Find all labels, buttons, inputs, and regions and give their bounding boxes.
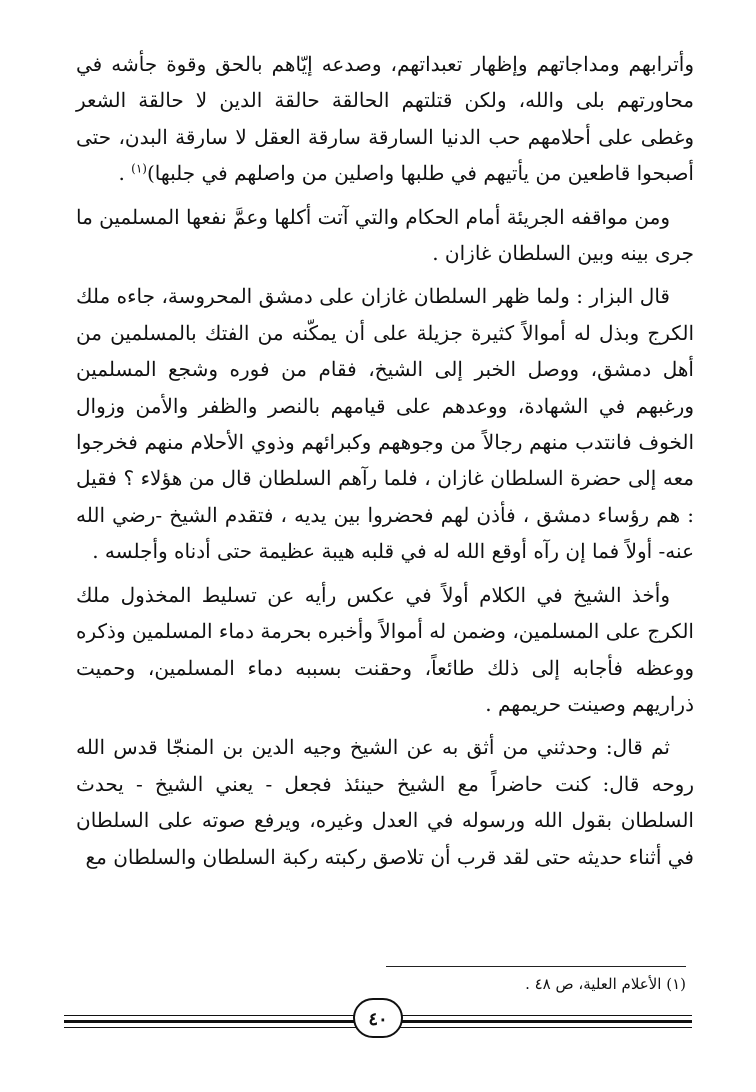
paragraph-1: [76, 46, 694, 192]
footnote-reference: (١): [131, 161, 147, 176]
main-text: [76, 46, 694, 882]
paragraph-1-text: وأترابهم ومداجاتهم وإظهار تعبداتهم، وصدعه إيّاهم بالحق وقوة جأشه في محاورتهم بلى والله، ولكن قتلتهم الحالقة حالقة الدين لا حالقة الشعر وغطى على أحلامهم حب الدنيا السارقة سارقة العقل لا سارقة البدن، حتى أصبحوا قاطعين من يأتيهم في طلبها واصلين من واصلهم في جلبها): [76, 52, 694, 186]
paragraph-1-end: .: [118, 161, 132, 186]
paragraph-4: وأخذ الشيخ في الكلام أولاً في عكس رأيه عن تسليط المخذول ملك الكرج على المسلمين، وضمن له أموالاً وأخبره بحرمة دماء المسلمين وذكره ووعظه فأجابه إلى ذلك طائعاً، وحقنت بسببه دماء المسلمين، وحميت ذراريهم وصينت حريمهم .: [76, 582, 694, 716]
page-number: ٤٠: [353, 998, 403, 1038]
paragraph-2: ومن مواقفه الجريئة أمام الحكام والتي آتت أكلها وعمَّ نفعها المسلمين ما جرى بينه وبين السلطان غازان .: [76, 204, 694, 266]
paragraph-3: قال البزار : ولما ظهر السلطان غازان على دمشق المحروسة، جاءه ملك الكرج وبذل له أموالاً كثيرة جزيلة على أن يمكّنه من الفتك بالمسلمين من أهل دمشق، ووصل الخبر إلى الشيخ، فقام من فوره وشجع المسلمين ورغبهم في الشهادة، ووعدهم على قيامهم بالنصر والظفر والأمن وزوال الخوف فانتدب منهم رجالاً من وجوههم وكبرائهم وذوي الأحلام منهم فخرجوا معه إلى حضرة السلطان غازان ، فلما رآهم السلطان قال من هؤلاء ؟ فقيل : هم رؤساء دمشق ، فأذن لهم فحضروا بين يديه ، فتقدم الشيخ -رضي الله عنه- أولاً فما إن رآه أوقع الله له في قلبه هيبة عظيمة حتى أدناه وأجلسه .: [76, 284, 694, 564]
paragraph-5: ثم قال: وحدثني من أثق به عن الشيخ وجيه الدين بن المنجّا قدس الله روحه قال: كنت حاضراً مع الشيخ حينئذ فجعل - يعني الشيخ - يحدث السلطان بقول الله ورسوله في العدل وغيره، ويرفع صوته على السلطان في أثناء حديثه حتى لقد قرب أن تلاصق ركبته ركبة السلطان والسلطان مع: [76, 735, 694, 869]
footnote: (١) الأعلام العلية، ص ٤٨ .: [525, 975, 686, 993]
footnote-divider: [386, 966, 686, 967]
